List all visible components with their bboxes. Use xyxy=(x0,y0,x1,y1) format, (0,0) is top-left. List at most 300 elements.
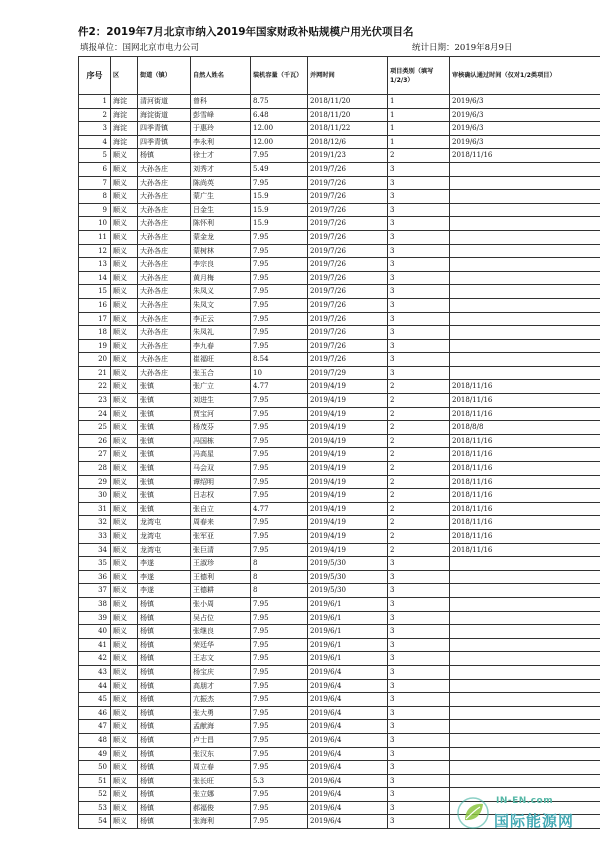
cell-index: 33 xyxy=(79,530,111,544)
cell-street: 李遂 xyxy=(138,570,191,584)
table-row xyxy=(79,597,600,611)
cell-grid-date: 2019/4/19 xyxy=(308,543,388,557)
cell-capacity: 7.95 xyxy=(251,788,308,802)
cell-category: 3 xyxy=(388,203,450,217)
cell-name: 周春来 xyxy=(191,516,251,530)
cell-name: 张自立 xyxy=(191,502,251,516)
cell-street: 杨镇 xyxy=(138,638,191,652)
cell-street: 杨镇 xyxy=(138,597,191,611)
cell-name: 朱凤礼 xyxy=(191,326,251,340)
cell-district: 顺义 xyxy=(111,176,138,190)
table-row xyxy=(79,190,600,204)
cell-category: 3 xyxy=(388,326,450,340)
cell-index: 6 xyxy=(79,162,111,176)
cell-street: 大孙各庄 xyxy=(138,217,191,231)
cell-name: 卢士昌 xyxy=(191,733,251,747)
cell-street: 大孙各庄 xyxy=(138,339,191,353)
cell-approval-date xyxy=(450,761,600,775)
cell-approval-date: 2019/6/3 xyxy=(450,135,600,149)
cell-approval-date xyxy=(450,693,600,707)
cell-grid-date: 2019/4/19 xyxy=(308,530,388,544)
table-row xyxy=(79,244,600,258)
cell-capacity: 4.77 xyxy=(251,380,308,394)
cell-name: 张玉合 xyxy=(191,366,251,380)
cell-approval-date: 2019/6/3 xyxy=(450,108,600,122)
cell-district: 顺义 xyxy=(111,665,138,679)
cell-name: 曾科 xyxy=(191,95,251,109)
cell-district: 顺义 xyxy=(111,815,138,829)
cell-district: 顺义 xyxy=(111,462,138,476)
cell-grid-date: 2019/4/19 xyxy=(308,448,388,462)
cell-district: 顺义 xyxy=(111,230,138,244)
cell-approval-date xyxy=(450,774,600,788)
header-capacity: 装机容量（千瓦） xyxy=(251,57,308,95)
cell-index: 37 xyxy=(79,584,111,598)
cell-capacity: 7.95 xyxy=(251,271,308,285)
cell-approval-date: 2018/11/16 xyxy=(450,407,600,421)
cell-index: 44 xyxy=(79,679,111,693)
cell-index: 34 xyxy=(79,543,111,557)
cell-category: 3 xyxy=(388,761,450,775)
cell-grid-date: 2019/4/19 xyxy=(308,380,388,394)
cell-grid-date: 2019/4/19 xyxy=(308,516,388,530)
table-row xyxy=(79,407,600,421)
cell-index: 7 xyxy=(79,176,111,190)
table-row xyxy=(79,122,600,136)
cell-district: 顺义 xyxy=(111,366,138,380)
cell-name: 张广立 xyxy=(191,380,251,394)
cell-street: 龙湾屯 xyxy=(138,530,191,544)
cell-category: 3 xyxy=(388,638,450,652)
cell-grid-date: 2019/6/4 xyxy=(308,693,388,707)
cell-name: 陈怀利 xyxy=(191,217,251,231)
cell-name: 刘秀才 xyxy=(191,162,251,176)
cell-category: 3 xyxy=(388,611,450,625)
cell-grid-date: 2019/6/4 xyxy=(308,679,388,693)
cell-category: 3 xyxy=(388,720,450,734)
cell-index: 20 xyxy=(79,353,111,367)
cell-district: 顺义 xyxy=(111,747,138,761)
cell-capacity: 7.95 xyxy=(251,176,308,190)
cell-approval-date: 2018/11/16 xyxy=(450,149,600,163)
table-row xyxy=(79,108,600,122)
cell-street: 四季青镇 xyxy=(138,135,191,149)
cell-street: 大孙各庄 xyxy=(138,312,191,326)
cell-category: 3 xyxy=(388,258,450,272)
cell-capacity: 7.95 xyxy=(251,339,308,353)
cell-grid-date: 2019/4/19 xyxy=(308,475,388,489)
table-row xyxy=(79,162,600,176)
cell-index: 28 xyxy=(79,462,111,476)
table-row xyxy=(79,176,600,190)
cell-name: 黄月梅 xyxy=(191,271,251,285)
cell-capacity: 12.00 xyxy=(251,135,308,149)
cell-category: 2 xyxy=(388,149,450,163)
table-row xyxy=(79,761,600,775)
cell-capacity: 7.95 xyxy=(251,611,308,625)
cell-street: 杨镇 xyxy=(138,788,191,802)
table-row xyxy=(79,448,600,462)
cell-grid-date: 2019/6/4 xyxy=(308,774,388,788)
cell-district: 海淀 xyxy=(111,95,138,109)
cell-approval-date: 2019/6/3 xyxy=(450,95,600,109)
cell-grid-date: 2019/4/19 xyxy=(308,462,388,476)
cell-grid-date: 2018/11/22 xyxy=(308,122,388,136)
cell-index: 41 xyxy=(79,638,111,652)
cell-grid-date: 2019/7/26 xyxy=(308,244,388,258)
cell-approval-date xyxy=(450,312,600,326)
table-row xyxy=(79,665,600,679)
cell-grid-date: 2019/7/26 xyxy=(308,353,388,367)
cell-approval-date xyxy=(450,720,600,734)
cell-district: 顺义 xyxy=(111,530,138,544)
cell-index: 11 xyxy=(79,230,111,244)
cell-index: 5 xyxy=(79,149,111,163)
table-row xyxy=(79,516,600,530)
cell-category: 3 xyxy=(388,679,450,693)
cell-grid-date: 2019/6/4 xyxy=(308,706,388,720)
cell-street: 张镇 xyxy=(138,394,191,408)
cell-name: 朱凤义 xyxy=(191,285,251,299)
cell-capacity: 7.95 xyxy=(251,761,308,775)
cell-street: 张镇 xyxy=(138,448,191,462)
cell-capacity: 8 xyxy=(251,584,308,598)
table-row xyxy=(79,258,600,272)
cell-grid-date: 2019/7/26 xyxy=(308,230,388,244)
cell-capacity: 7.95 xyxy=(251,407,308,421)
cell-capacity: 6.48 xyxy=(251,108,308,122)
cell-street: 海淀街道 xyxy=(138,108,191,122)
cell-street: 杨镇 xyxy=(138,149,191,163)
cell-street: 张镇 xyxy=(138,434,191,448)
cell-approval-date: 2018/11/16 xyxy=(450,380,600,394)
cell-grid-date: 2019/5/30 xyxy=(308,557,388,571)
table-row xyxy=(79,135,600,149)
cell-category: 2 xyxy=(388,448,450,462)
cell-district: 海淀 xyxy=(111,135,138,149)
cell-index: 13 xyxy=(79,258,111,272)
cell-grid-date: 2019/6/4 xyxy=(308,720,388,734)
cell-index: 15 xyxy=(79,285,111,299)
cell-street: 杨镇 xyxy=(138,815,191,829)
cell-category: 3 xyxy=(388,665,450,679)
table-row xyxy=(79,326,600,340)
cell-street: 大孙各庄 xyxy=(138,366,191,380)
cell-name: 蒙广生 xyxy=(191,190,251,204)
cell-category: 3 xyxy=(388,244,450,258)
cell-street: 大孙各庄 xyxy=(138,203,191,217)
cell-approval-date xyxy=(450,557,600,571)
cell-grid-date: 2019/7/26 xyxy=(308,298,388,312)
cell-capacity: 7.95 xyxy=(251,693,308,707)
table-row xyxy=(79,95,600,109)
cell-approval-date xyxy=(450,366,600,380)
cell-category: 3 xyxy=(388,774,450,788)
cell-grid-date: 2019/7/26 xyxy=(308,217,388,231)
cell-category: 3 xyxy=(388,693,450,707)
cell-capacity: 7.95 xyxy=(251,326,308,340)
cell-category: 3 xyxy=(388,298,450,312)
header-street: 街道（镇） xyxy=(138,57,191,95)
cell-category: 3 xyxy=(388,597,450,611)
cell-capacity: 7.95 xyxy=(251,530,308,544)
cell-grid-date: 2019/6/4 xyxy=(308,733,388,747)
cell-district: 顺义 xyxy=(111,557,138,571)
cell-grid-date: 2019/6/1 xyxy=(308,597,388,611)
cell-district: 顺义 xyxy=(111,353,138,367)
cell-district: 顺义 xyxy=(111,258,138,272)
cell-approval-date xyxy=(450,162,600,176)
table-row xyxy=(79,380,600,394)
cell-street: 李遂 xyxy=(138,557,191,571)
cell-index: 47 xyxy=(79,720,111,734)
cell-capacity: 7.95 xyxy=(251,597,308,611)
cell-approval-date xyxy=(450,638,600,652)
table-row xyxy=(79,230,600,244)
cell-category: 2 xyxy=(388,407,450,421)
cell-category: 3 xyxy=(388,652,450,666)
cell-capacity: 7.95 xyxy=(251,638,308,652)
cell-district: 顺义 xyxy=(111,625,138,639)
cell-approval-date xyxy=(450,652,600,666)
cell-district: 顺义 xyxy=(111,448,138,462)
cell-capacity: 7.95 xyxy=(251,434,308,448)
cell-grid-date: 2019/7/26 xyxy=(308,176,388,190)
cell-district: 顺义 xyxy=(111,543,138,557)
cell-index: 12 xyxy=(79,244,111,258)
cell-category: 3 xyxy=(388,162,450,176)
cell-capacity: 7.95 xyxy=(251,733,308,747)
cell-index: 50 xyxy=(79,761,111,775)
cell-capacity: 7.95 xyxy=(251,543,308,557)
cell-street: 张镇 xyxy=(138,421,191,435)
cell-capacity: 7.95 xyxy=(251,489,308,503)
cell-district: 顺义 xyxy=(111,162,138,176)
cell-capacity: 7.95 xyxy=(251,421,308,435)
cell-category: 3 xyxy=(388,271,450,285)
cell-index: 35 xyxy=(79,557,111,571)
cell-category: 2 xyxy=(388,530,450,544)
cell-street: 杨镇 xyxy=(138,774,191,788)
cell-approval-date xyxy=(450,176,600,190)
cell-approval-date: 2018/11/16 xyxy=(450,475,600,489)
cell-index: 38 xyxy=(79,597,111,611)
cell-district: 顺义 xyxy=(111,421,138,435)
cell-approval-date: 2018/11/16 xyxy=(450,434,600,448)
cell-grid-date: 2019/7/26 xyxy=(308,312,388,326)
cell-category: 3 xyxy=(388,733,450,747)
leaf-icon xyxy=(456,796,490,830)
table-row xyxy=(79,652,600,666)
cell-name: 杨茂芬 xyxy=(191,421,251,435)
cell-street: 李遂 xyxy=(138,584,191,598)
cell-approval-date xyxy=(450,353,600,367)
cell-capacity: 8 xyxy=(251,557,308,571)
table-row xyxy=(79,502,600,516)
cell-category: 1 xyxy=(388,95,450,109)
cell-category: 2 xyxy=(388,543,450,557)
cell-index: 17 xyxy=(79,312,111,326)
cell-grid-date: 2019/6/1 xyxy=(308,625,388,639)
cell-name: 吕志权 xyxy=(191,489,251,503)
cell-capacity: 7.95 xyxy=(251,448,308,462)
cell-district: 海淀 xyxy=(111,122,138,136)
cell-name: 张汉东 xyxy=(191,747,251,761)
cell-district: 顺义 xyxy=(111,761,138,775)
cell-name: 张军亚 xyxy=(191,530,251,544)
cell-name: 刘进生 xyxy=(191,394,251,408)
cell-category: 3 xyxy=(388,747,450,761)
table-row xyxy=(79,271,600,285)
cell-name: 朱凤文 xyxy=(191,298,251,312)
cell-name: 张巨清 xyxy=(191,543,251,557)
cell-grid-date: 2019/4/19 xyxy=(308,394,388,408)
cell-district: 顺义 xyxy=(111,733,138,747)
cell-name: 王淑珍 xyxy=(191,557,251,571)
cell-capacity: 8.54 xyxy=(251,353,308,367)
cell-district: 海淀 xyxy=(111,108,138,122)
cell-index: 22 xyxy=(79,380,111,394)
cell-street: 杨镇 xyxy=(138,733,191,747)
header-name: 自然人姓名 xyxy=(191,57,251,95)
cell-index: 2 xyxy=(79,108,111,122)
cell-grid-date: 2019/6/1 xyxy=(308,652,388,666)
table-row xyxy=(79,149,600,163)
table-row xyxy=(79,625,600,639)
cell-district: 顺义 xyxy=(111,326,138,340)
cell-street: 张镇 xyxy=(138,462,191,476)
cell-name: 李九春 xyxy=(191,339,251,353)
cell-capacity: 7.95 xyxy=(251,258,308,272)
cell-capacity: 7.95 xyxy=(251,394,308,408)
cell-street: 龙湾屯 xyxy=(138,516,191,530)
cell-name: 郝福俊 xyxy=(191,801,251,815)
cell-approval-date xyxy=(450,611,600,625)
cell-district: 顺义 xyxy=(111,203,138,217)
cell-district: 顺义 xyxy=(111,339,138,353)
cell-category: 3 xyxy=(388,815,450,829)
cell-index: 43 xyxy=(79,665,111,679)
cell-category: 3 xyxy=(388,570,450,584)
cell-street: 大孙各庄 xyxy=(138,230,191,244)
cell-district: 顺义 xyxy=(111,380,138,394)
cell-grid-date: 2019/7/26 xyxy=(308,258,388,272)
cell-street: 大孙各庄 xyxy=(138,258,191,272)
cell-category: 2 xyxy=(388,475,450,489)
cell-index: 25 xyxy=(79,421,111,435)
cell-index: 29 xyxy=(79,475,111,489)
table-row xyxy=(79,421,600,435)
cell-capacity: 15.9 xyxy=(251,203,308,217)
header-district: 区 xyxy=(111,57,138,95)
cell-approval-date: 2018/8/8 xyxy=(450,421,600,435)
cell-name: 王德利 xyxy=(191,570,251,584)
cell-index: 8 xyxy=(79,190,111,204)
table-row xyxy=(79,679,600,693)
cell-street: 大孙各庄 xyxy=(138,326,191,340)
cell-index: 24 xyxy=(79,407,111,421)
cell-approval-date xyxy=(450,271,600,285)
cell-name: 杨宝庆 xyxy=(191,665,251,679)
table-row xyxy=(79,475,600,489)
table-body xyxy=(79,95,600,829)
table-row xyxy=(79,570,600,584)
cell-name: 吴占位 xyxy=(191,611,251,625)
cell-index: 10 xyxy=(79,217,111,231)
cell-district: 顺义 xyxy=(111,217,138,231)
cell-capacity: 7.95 xyxy=(251,475,308,489)
cell-street: 龙湾屯 xyxy=(138,543,191,557)
cell-district: 顺义 xyxy=(111,394,138,408)
cell-index: 19 xyxy=(79,339,111,353)
cell-district: 顺义 xyxy=(111,434,138,448)
cell-district: 顺义 xyxy=(111,312,138,326)
cell-grid-date: 2019/7/26 xyxy=(308,271,388,285)
table-row xyxy=(79,720,600,734)
cell-street: 张镇 xyxy=(138,475,191,489)
cell-name: 张海利 xyxy=(191,815,251,829)
cell-street: 杨镇 xyxy=(138,611,191,625)
cell-district: 顺义 xyxy=(111,475,138,489)
cell-approval-date: 2018/11/16 xyxy=(450,543,600,557)
cell-grid-date: 2019/1/23 xyxy=(308,149,388,163)
cell-grid-date: 2019/4/19 xyxy=(308,407,388,421)
cell-capacity: 15.9 xyxy=(251,217,308,231)
cell-grid-date: 2019/4/19 xyxy=(308,489,388,503)
table-row xyxy=(79,434,600,448)
cell-approval-date xyxy=(450,203,600,217)
cell-index: 40 xyxy=(79,625,111,639)
cell-capacity: 7.95 xyxy=(251,720,308,734)
cell-name: 李永利 xyxy=(191,135,251,149)
table-row xyxy=(79,747,600,761)
table-row xyxy=(79,394,600,408)
cell-street: 杨镇 xyxy=(138,720,191,734)
table-row xyxy=(79,489,600,503)
cell-approval-date: 2018/11/16 xyxy=(450,462,600,476)
cell-capacity: 7.95 xyxy=(251,801,308,815)
cell-index: 27 xyxy=(79,448,111,462)
cell-approval-date: 2018/11/16 xyxy=(450,530,600,544)
cell-district: 顺义 xyxy=(111,652,138,666)
cell-grid-date: 2019/7/26 xyxy=(308,162,388,176)
cell-category: 3 xyxy=(388,217,450,231)
document-title: 件2：2019年7月北京市纳入2019年国家财政补贴规模户用光伏项目名 xyxy=(78,26,414,38)
watermark-site: IN-EN.com xyxy=(496,796,554,806)
table-row xyxy=(79,530,600,544)
cell-capacity: 5.3 xyxy=(251,774,308,788)
cell-district: 顺义 xyxy=(111,570,138,584)
cell-grid-date: 2019/7/26 xyxy=(308,339,388,353)
cell-category: 1 xyxy=(388,135,450,149)
table-row xyxy=(79,557,600,571)
cell-district: 顺义 xyxy=(111,244,138,258)
cell-grid-date: 2019/7/26 xyxy=(308,285,388,299)
cell-approval-date xyxy=(450,298,600,312)
cell-index: 49 xyxy=(79,747,111,761)
cell-district: 顺义 xyxy=(111,774,138,788)
cell-capacity: 7.95 xyxy=(251,652,308,666)
cell-street: 大孙各庄 xyxy=(138,176,191,190)
cell-name: 谭绍明 xyxy=(191,475,251,489)
cell-approval-date xyxy=(450,570,600,584)
cell-name: 张立娜 xyxy=(191,788,251,802)
cell-approval-date xyxy=(450,244,600,258)
table-row xyxy=(79,611,600,625)
cell-approval-date xyxy=(450,285,600,299)
cell-capacity: 7.95 xyxy=(251,462,308,476)
cell-approval-date xyxy=(450,217,600,231)
